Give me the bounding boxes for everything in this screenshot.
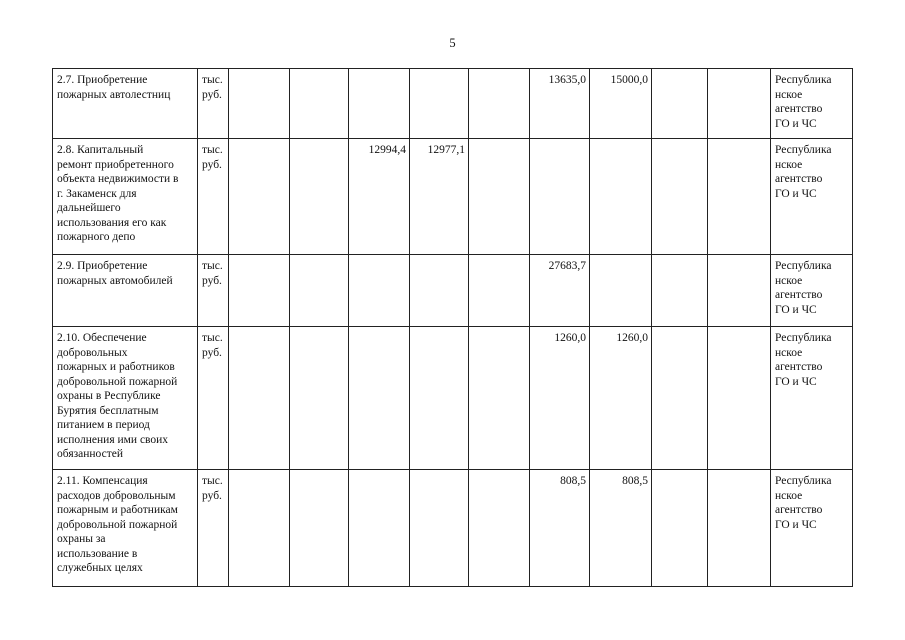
value-cell: 12977,1 bbox=[410, 139, 469, 255]
value-cell bbox=[229, 327, 290, 470]
value-cell bbox=[469, 327, 530, 470]
table-row bbox=[53, 255, 853, 327]
responsible-cell: Республика нское агентство ГО и ЧС bbox=[771, 327, 853, 470]
unit-cell: тыс. руб. bbox=[198, 69, 229, 139]
value-cell bbox=[290, 139, 349, 255]
value-cell bbox=[290, 255, 349, 327]
value-cell bbox=[290, 327, 349, 470]
responsible-cell: Республика нское агентство ГО и ЧС bbox=[771, 255, 853, 327]
value-cell bbox=[349, 470, 410, 587]
value-cell: 27683,7 bbox=[530, 255, 590, 327]
value-cell bbox=[708, 327, 771, 470]
value-cell: 15000,0 bbox=[590, 69, 652, 139]
value-cell: 1260,0 bbox=[530, 327, 590, 470]
responsible-cell: Республика нское агентство ГО и ЧС bbox=[771, 69, 853, 139]
value-cell bbox=[652, 327, 708, 470]
measure-name: 2.10. Обеспечение добровольных пожарных и работников добровольной пожарной охраны в Республике Бурятия бесплатным питанием в период исполнения ими своих обязанностей bbox=[53, 327, 198, 470]
value-cell bbox=[708, 470, 771, 587]
value-cell: 1260,0 bbox=[590, 327, 652, 470]
value-cell bbox=[708, 69, 771, 139]
value-cell: 808,5 bbox=[590, 470, 652, 587]
value-cell: 808,5 bbox=[530, 470, 590, 587]
value-cell bbox=[410, 327, 469, 470]
value-cell: 12994,4 bbox=[349, 139, 410, 255]
unit-cell: тыс. руб. bbox=[198, 255, 229, 327]
measure-name: 2.11. Компенсация расходов добровольным пожарным и работникам добровольной пожарной охраны за использование в служебных целях bbox=[53, 470, 198, 587]
unit-cell: тыс. руб. bbox=[198, 139, 229, 255]
value-cell bbox=[530, 139, 590, 255]
value-cell bbox=[290, 69, 349, 139]
value-cell bbox=[229, 470, 290, 587]
table-row bbox=[53, 470, 853, 587]
measure-name: 2.9. Приобретение пожарных автомобилей bbox=[53, 255, 198, 327]
value-cell bbox=[469, 139, 530, 255]
value-cell bbox=[652, 139, 708, 255]
value-cell bbox=[652, 69, 708, 139]
responsible-cell: Республика нское агентство ГО и ЧС bbox=[771, 470, 853, 587]
value-cell bbox=[410, 69, 469, 139]
measure-name: 2.7. Приобретение пожарных автолестниц bbox=[53, 69, 198, 139]
value-cell bbox=[469, 255, 530, 327]
value-cell bbox=[410, 470, 469, 587]
value-cell bbox=[349, 327, 410, 470]
unit-cell: тыс. руб. bbox=[198, 327, 229, 470]
value-cell bbox=[229, 139, 290, 255]
value-cell bbox=[290, 470, 349, 587]
unit-cell: тыс. руб. bbox=[198, 470, 229, 587]
table-row bbox=[53, 327, 853, 470]
value-cell bbox=[708, 255, 771, 327]
value-cell bbox=[229, 255, 290, 327]
responsible-cell: Республика нское агентство ГО и ЧС bbox=[771, 139, 853, 255]
value-cell bbox=[410, 255, 469, 327]
value-cell bbox=[469, 69, 530, 139]
value-cell bbox=[652, 255, 708, 327]
value-cell bbox=[708, 139, 771, 255]
value-cell bbox=[349, 255, 410, 327]
value-cell bbox=[652, 470, 708, 587]
table-row bbox=[53, 69, 853, 139]
measures-table bbox=[52, 68, 853, 587]
value-cell bbox=[590, 255, 652, 327]
measure-name: 2.8. Капитальный ремонт приобретенного объекта недвижимости в г. Закаменск для дальнейшего использования его как пожарного депо bbox=[53, 139, 198, 255]
value-cell bbox=[590, 139, 652, 255]
page-number: 5 bbox=[449, 36, 456, 50]
value-cell bbox=[349, 69, 410, 139]
value-cell bbox=[469, 470, 530, 587]
table-row bbox=[53, 139, 853, 255]
value-cell bbox=[229, 69, 290, 139]
value-cell: 13635,0 bbox=[530, 69, 590, 139]
